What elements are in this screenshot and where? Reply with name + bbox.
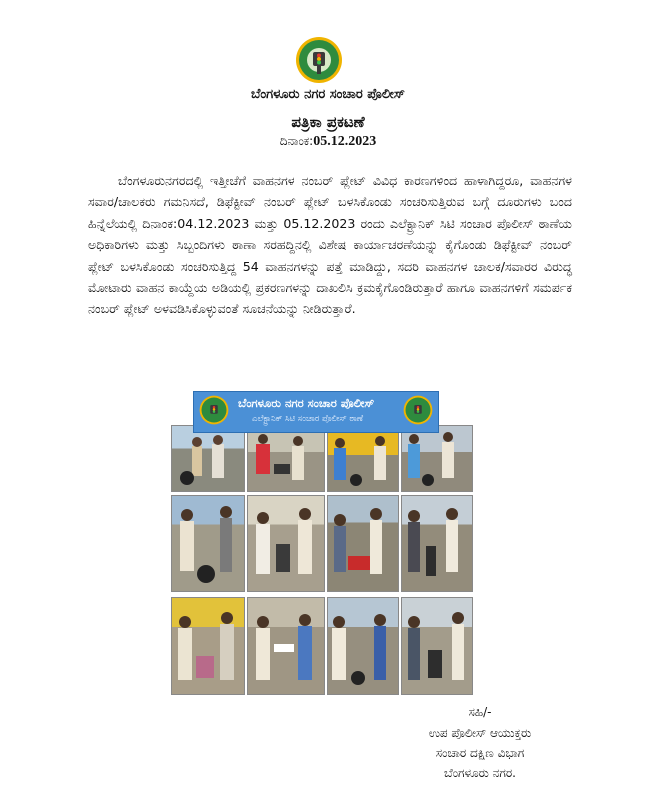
date-value: 05.12.2023 bbox=[313, 134, 377, 149]
press-release-body: ಬೆಂಗಳೂರುನಗರದಲ್ಲಿ ಇತ್ತೀಚೆಗೆ ವಾಹನಗಳ ನಂಬರ್ ಪ್ಲೇಟ್ ವಿವಿಧ ಕಾರಣಗಳಿಂದ ಹಾಳಾಗಿದ್ದರೂ, ವಾಹನಗಳ ಸವಾರ/ಚಾಲಕರು ಗಮನಿಸದೆ, ಡಿಫೆಕ್ಟೀವ್ ನಂಬರ್ ಪ್ಲೇಟ್ ಬಳಸಿಕೊಂಡು ಸಂಚರಿಸುತ್ತಿರುವ ಬಗ್ಗೆ ದೂರುಗಳು ಬಂದ ಹಿನ್ನೆಲೆಯಲ್ಲಿ ದಿನಾಂಕ:04.12.2023 ಮತ್ತು 05.12.2023 ರಂದು ಎಲೆಕ್ಟ್ರಾನಿಕ್ ಸಿಟಿ ಸಂಚಾರ ಪೊಲೀಸ್ ಠಾಣೆಯ ಅಧಿಕಾರಿಗಳು ಮತ್ತು ಸಿಬ್ಬಂದಿಗಳು ಠಾಣಾ ಸರಹದ್ದಿನಲ್ಲಿ ವಿಶೇಷ ಕಾರ್ಯಾಚರಣೆಯನ್ನು ಕೈಗೊಂಡು ಡಿಫೆಕ್ಟೀವ್ ನಂಬರ್ ಪ್ಲೇಟ್ ಬಳಸಿಕೊಂಡು ಸಂಚರಿಸುತ್ತಿದ್ದ 54 ವಾಹನಗಳನ್ನು ಪತ್ತೆ ಮಾಡಿದ್ದು, ಸದರಿ ವಾಹನಗಳ ಚಾಲಕ/ಸವಾರರ ವಿರುದ್ಧ ಮೋಟಾರು ವಾಹನ ಕಾಯ್ದೆಯ ಅಡಿಯಲ್ಲಿ ಪ್ರಕರಣಗಳನ್ನು ದಾಖಲಿಸಿ ಕ್ರಮಕೈಗೊಂಡಿರುತ್ತಾರೆ ಹಾಗೂ ವಾಹನಗಳಿಗೆ ಸಮರ್ಪಕ ನಂಬರ್ ಪ್ಲೇಟ್ ಅಳವಡಿಸಿಕೊಳ್ಳುವಂತೆ ಸೂಚನೆಯನ್ನು ನೀಡಿರುತ್ತಾರೆ. bbox=[88, 173, 572, 317]
signature-mark: ಸಹಿ/- bbox=[468, 705, 492, 719]
signatory-designation: ಉಪ ಪೊಲೀಸ್ ಆಯುಕ್ತರು bbox=[428, 726, 532, 740]
photo-8 bbox=[401, 495, 473, 592]
photo-5 bbox=[171, 495, 245, 592]
photo-6 bbox=[247, 495, 325, 592]
photo-9 bbox=[171, 597, 245, 695]
photo-7 bbox=[327, 495, 399, 592]
signatory-city: ಬೆಂಗಳೂರು ನಗರ. bbox=[444, 766, 516, 780]
date-label: ದಿನಾಂಕ: bbox=[279, 134, 314, 148]
photo-10 bbox=[247, 597, 325, 695]
signatory-division: ಸಂಚಾರ ದಕ್ಷಿಣ ವಿಭಾಗ bbox=[435, 746, 525, 760]
traffic-police-emblem-icon bbox=[199, 395, 229, 425]
document-title: ಪತ್ರಿಕಾ ಪ್ರಕಟಣೆ bbox=[291, 113, 365, 131]
traffic-police-emblem-icon bbox=[403, 395, 433, 425]
photo-2 bbox=[247, 425, 325, 492]
banner-subtitle: ಎಲೆಕ್ಟ್ರಾನಿಕ್ ಸಿಟಿ ಸಂಚಾರ ಪೊಲೀಸ್ ಠಾಣೆ bbox=[252, 414, 364, 424]
photo-4 bbox=[401, 425, 473, 492]
organization-name: ಬೆಂಗಳೂರು ನಗರ ಸಂಚಾರ ಪೊಲೀಸ್ bbox=[251, 87, 405, 102]
photo-1 bbox=[171, 425, 245, 492]
photo-12 bbox=[401, 597, 473, 695]
banner-title: ಬೆಂಗಳೂರು ನಗರ ಸಂಚಾರ ಪೊಲೀಸ್ bbox=[238, 396, 375, 410]
traffic-police-emblem-icon bbox=[295, 36, 343, 84]
station-banner bbox=[193, 391, 439, 433]
document-date bbox=[0, 134, 656, 150]
photo-11 bbox=[327, 597, 399, 695]
photo-3 bbox=[327, 425, 399, 492]
